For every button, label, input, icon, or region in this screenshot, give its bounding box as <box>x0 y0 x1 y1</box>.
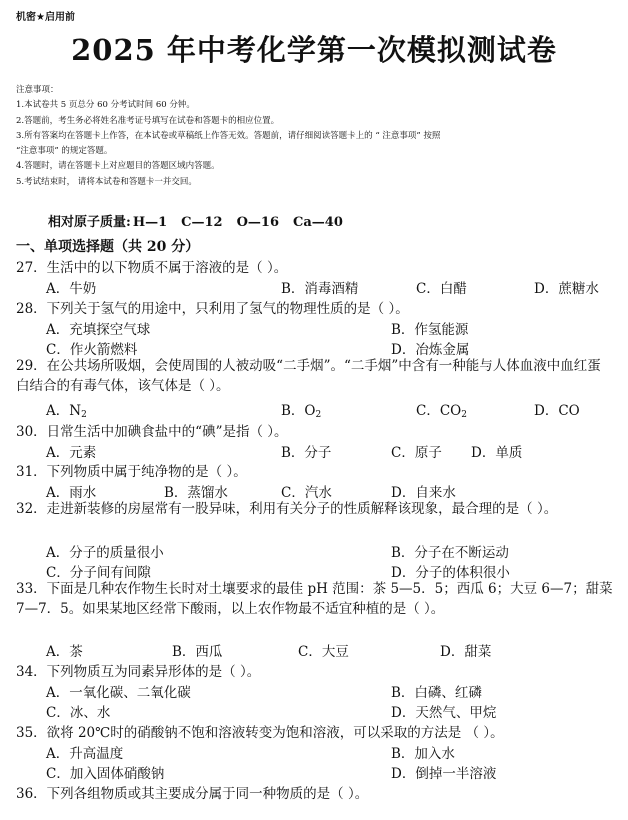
subscript: 2 <box>81 410 87 420</box>
option-c: C．分子间有间隙 <box>46 565 151 581</box>
secret-label: 机密★启用前 <box>16 12 75 23</box>
question-stem: 31．下列物质中属于纯净物的是（ ）。 <box>16 464 247 480</box>
option-a: A．元素 <box>46 445 97 461</box>
option-c: C．作火箭燃料 <box>46 342 138 358</box>
option-c: C．汽水 <box>281 485 332 501</box>
option-d: D．蔗糖水 <box>534 281 599 297</box>
option-c: C．大豆 <box>298 644 349 660</box>
question-options <box>46 681 626 701</box>
question-options <box>46 399 626 419</box>
question-options <box>46 762 626 782</box>
option-c: C．原子 <box>391 445 442 461</box>
atomic-mass-value: H—1 <box>132 215 168 230</box>
option-d: D．甜菜 <box>440 644 492 660</box>
atomic-mass-line <box>48 211 357 230</box>
option-d: D．自来水 <box>391 485 456 501</box>
option-a: A．一氧化碳、二氧化碳 <box>46 685 191 701</box>
option-b: B．消毒酒精 <box>281 281 359 297</box>
question-stem: 27．生活中的以下物质不属于溶液的是（ ）。 <box>16 260 288 276</box>
option-b: B．加入水 <box>391 746 455 762</box>
question-options <box>46 701 626 721</box>
option-b: B．白磷、红磷 <box>391 685 482 701</box>
option-b: B．西瓜 <box>172 644 223 660</box>
section-title: 一、单项选择题（共 20 分） <box>16 239 200 255</box>
question-stem: 36．下列各组物质或其主要成分属于同一种物质的是（ ）。 <box>16 786 369 802</box>
question-options <box>46 561 626 581</box>
option-c-text: C．CO <box>416 403 462 419</box>
option-c: C．加入固体硝酸钠 <box>46 766 165 782</box>
question-options <box>46 481 626 501</box>
atomic-mass-value: Ca—40 <box>293 215 343 230</box>
notice-item: 4.答题时，请在答题卡上对应题目的答题区域内答题。 <box>16 161 220 172</box>
option-b-text: B．O <box>281 403 316 419</box>
notice-item: “注意事项” 的规定答题。 <box>16 146 113 157</box>
question-options <box>46 338 626 358</box>
option-d: D．冶炼金属 <box>391 342 470 358</box>
option-d: D．天然气、甲烷 <box>391 705 497 721</box>
option-a-text: A．N <box>46 403 82 419</box>
question-stem: 28．下列关于氢气的用途中，只利用了氢气的物理性质的是（ ）。 <box>16 301 409 317</box>
option-a: A．升高温度 <box>46 746 124 762</box>
option-c: C．白醋 <box>416 281 467 297</box>
option-a: A．牛奶 <box>46 281 97 297</box>
question-options <box>46 441 626 461</box>
question-stem: 35．欲将 20℃时的硝酸钠不饱和溶液转变为饱和溶液，可以采取的方法是 （ ）。 <box>16 725 504 741</box>
option-d: D．CO <box>534 403 580 419</box>
notice-item: 5.考试结束时， 请将本试卷和答题卡一并交回。 <box>16 176 197 187</box>
atomic-mass-value: O—16 <box>236 215 279 230</box>
subscript: 2 <box>461 410 467 420</box>
option-a: A．充填探空气球 <box>46 322 151 338</box>
option-a: A．分子的质量很小 <box>46 545 164 561</box>
option-b: B．作氢能源 <box>391 322 469 338</box>
option-c <box>416 399 467 420</box>
option-b: B．蒸馏水 <box>164 485 228 501</box>
notice-item: 1.本试卷共 5 页总分 60 分考试时间 60 分钟。 <box>16 100 195 111</box>
option-a: A．茶 <box>46 644 83 660</box>
question-options <box>46 277 626 297</box>
option-b <box>281 399 321 420</box>
option-b: B．分子在不断运动 <box>391 545 509 561</box>
option-a: A．雨水 <box>46 485 97 501</box>
notice-heading: 注意事项： <box>16 85 59 95</box>
notice-block <box>16 83 616 190</box>
question-stem: 33．下面是几种农作物生长时对土壤要求的最佳 pH 范围：茶 5—5．5；西瓜 6；大豆 6—7；甜菜 7—7．5。如果某地区经常下酸雨，以上农作物最不适宜种植的是（ ）。 <box>16 581 613 617</box>
option-a <box>46 399 87 420</box>
question-stem: 32．走进新装修的房屋常有一股异味，利用有关分子的性质解释该现象，最合理的是（ ）。 <box>16 501 558 517</box>
option-d: D．单质 <box>471 445 523 461</box>
question-options <box>46 742 626 762</box>
question-options <box>46 318 626 338</box>
question-options <box>46 640 626 660</box>
notice-item: 2.答题前，考生务必将姓名准考证号填写在试卷和答题卡的相应位置。 <box>16 115 280 126</box>
option-d: D．倒掉一半溶液 <box>391 766 497 782</box>
page-title: 2025 年中考化学第一次模拟测试卷 <box>71 33 557 67</box>
subscript: 2 <box>315 410 322 420</box>
question-stem: 29．在公共场所吸烟，会使周围的人被动吸“二手烟”。“二手烟”中含有一种能与人体血液中血红蛋白结合的有毒气体，该气体是（ ）。 <box>16 358 601 394</box>
option-d: D．分子的体积很小 <box>391 565 510 581</box>
notice-item: 3.所有答案均在答题卡上作答，在本试卷或草稿纸上作答无效。答题前，请仔细阅读答题卡上的 “ 注意事项” 按照 <box>16 130 441 141</box>
question-stem: 34．下列物质互为同素异形体的是（ ）。 <box>16 664 261 680</box>
question-options <box>46 541 626 561</box>
option-c: C．冰、水 <box>46 705 111 721</box>
question-stem: 30．日常生活中加碘食盐中的“碘”是指（ ）。 <box>16 424 288 440</box>
option-b: B．分子 <box>281 445 332 461</box>
atomic-mass-label: 相对原子质量: <box>48 215 131 230</box>
atomic-mass-value: C—12 <box>181 215 223 230</box>
